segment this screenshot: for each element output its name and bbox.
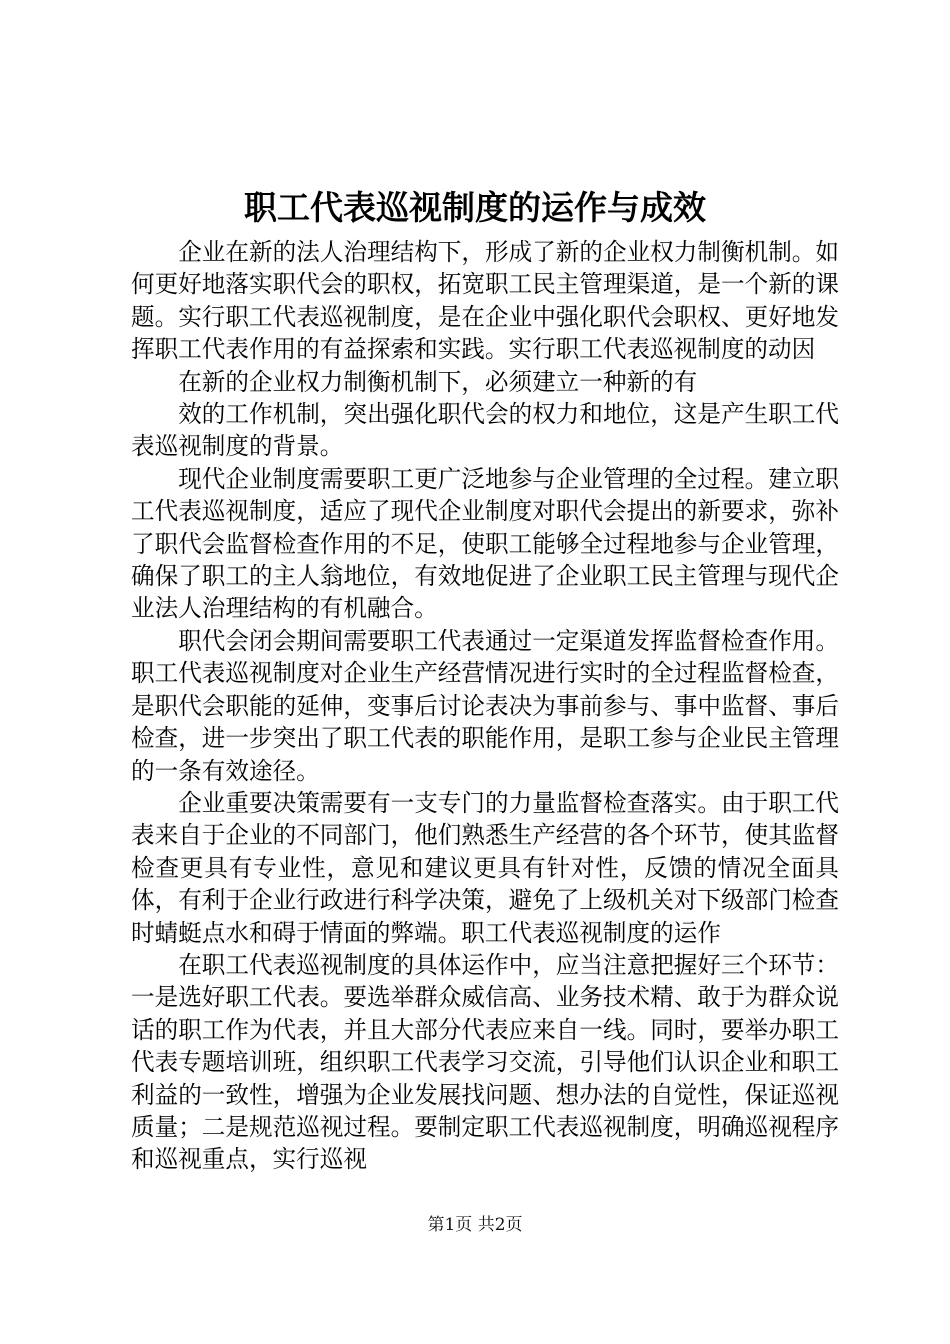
paragraph: 在职工代表巡视制度的具体运作中，应当注意把握好三个环节：一是选好职工代表。要选举群众威信高、业务技术精、敢于为群众说话的职工作为代表，并且大部分代表应来自一线。同时，要举办职工代表专题培训班，组织职工代表学习交流，引导他们认识企业和职工利益的一致性，增强为企业发展找问题、想办法的自觉性，保证巡视质量；二是规范巡视过程。要制定职工代表巡视制度，明确巡视程序和巡视重点，实行巡视 [131,950,839,1174]
paragraph: 企业重要决策需要有一支专门的力量监督检查落实。由于职工代表来自于企业的不同部门，他们熟悉生产经营的各个环节，使其监督检查更具有专业性，意见和建议更具有针对性，反馈的情况全面具体，有利于企业行政进行科学决策，避免了上级机关对下级部门检查时蜻蜓点水和碍于情面的弊端。职工代表巡视制度的运作 [131,788,839,947]
document-body [131,236,839,1176]
paragraph: 企业在新的法人治理结构下，形成了新的企业权力制衡机制。如何更好地落实职代会的职权，拓宽职工民主管理渠道，是一个新的课题。实行职工代表巡视制度，是在企业中强化职代会职权、更好地发挥职工代表作用的有益探索和实践。实行职工代表巡视制度的动因 [131,238,839,364]
paragraph: 效的工作机制，突出强化职代会的权力和地位，这是产生职工代表巡视制度的背景。 [131,400,839,461]
paragraph: 在新的企业权力制衡机制下，必须建立一种新的有 [178,367,698,396]
page-number-footer: 第1页 共2页 [427,1215,523,1235]
document-title: 职工代表巡视制度的运作与成效 [244,188,706,227]
paragraph: 职代会闭会期间需要职工代表通过一定渠道发挥监督检查作用。职工代表巡视制度对企业生产经营情况进行实时的全过程监督检查，是职代会职能的延伸，变事后讨论表决为事前参与、事中监督、事后检查，进一步突出了职工代表的职能作用，是职工参与企业民主管理的一条有效途径。 [131,626,839,785]
paragraph: 现代企业制度需要职工更广泛地参与企业管理的全过程。建立职工代表巡视制度，适应了现代企业制度对职代会提出的新要求，弥补了职代会监督检查作用的不足，使职工能够全过程地参与企业管理，确保了职工的主人翁地位，有效地促进了企业职工民主管理与现代企业法人治理结构的有机融合。 [131,464,839,623]
